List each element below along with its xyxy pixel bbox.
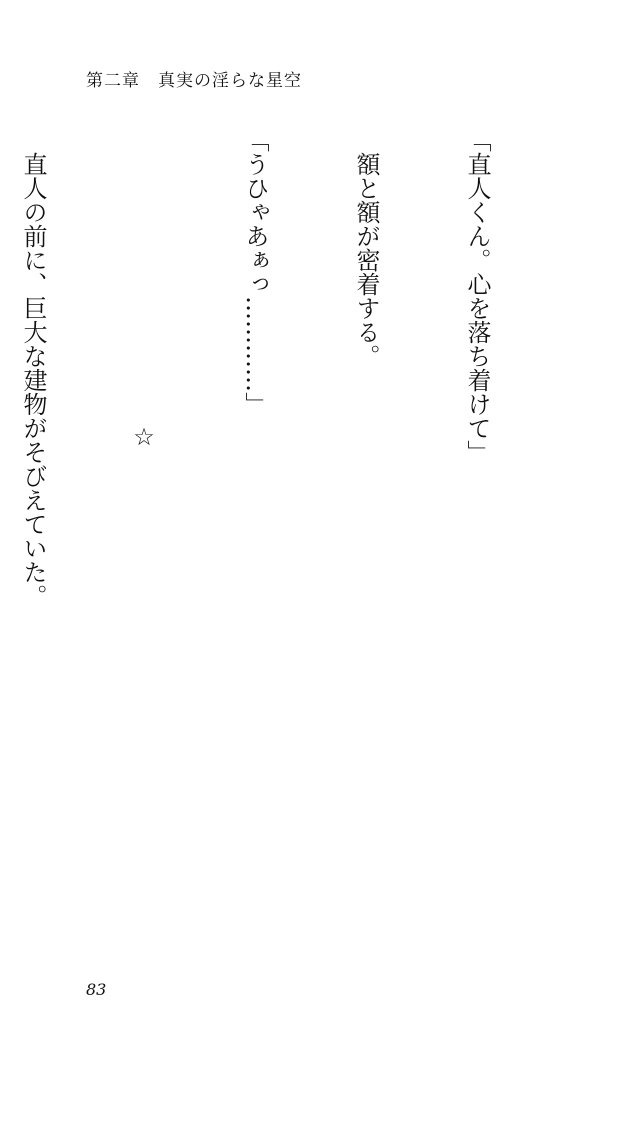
text-line: 額と額が密着する。 [352, 128, 380, 368]
section-break-star: ☆ [130, 423, 158, 451]
body-text [0, 128, 569, 918]
text-line: 「直人くん。心を落ち着けて」 [463, 128, 491, 464]
page-number: 83 [86, 980, 107, 999]
text-line: 直人の前に、巨大な建物がそびえていた。 [19, 128, 47, 608]
text-line: 「うひゃあぁっ…………」 [241, 128, 269, 416]
running-header: 第二章 真実の淫らな星空 [86, 71, 302, 91]
